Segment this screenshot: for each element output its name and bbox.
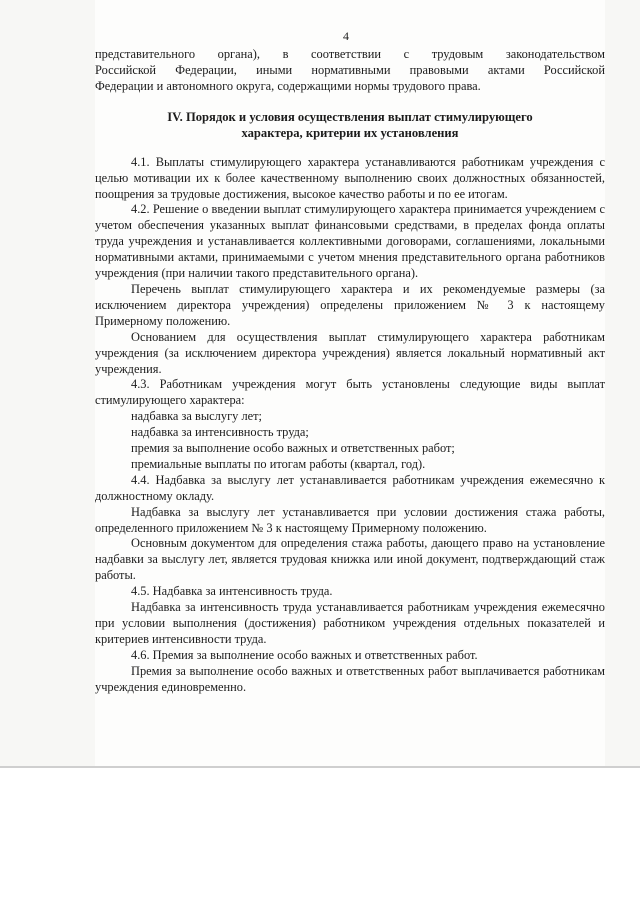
paragraph-4-3: 4.3. Работникам учреждения могут быть установлены следующие виды выплат стимулирующего характера: bbox=[95, 377, 605, 408]
document-body bbox=[95, 47, 605, 696]
section-heading-line-2: характера, критерии их установления bbox=[241, 125, 459, 140]
paragraph-premium: Премия за выполнение особо важных и ответственных работ выплачивается работникам учреждения единовременно. bbox=[95, 663, 605, 694]
paragraph-4-5: 4.5. Надбавка за интенсивность труда. bbox=[131, 584, 333, 599]
intro-line-2: Российской Федерации, иными нормативными правовыми актами Российской bbox=[95, 62, 605, 77]
list-item: премиальные выплаты по итогам работы (квартал, год). bbox=[131, 456, 426, 471]
paragraph-4-4: 4.4. Надбавка за выслугу лет устанавливается работникам учреждения ежемесячно к должностному окладу. bbox=[95, 472, 605, 503]
paragraph-basis: Основанием для осуществления выплат стимулирующего характера работникам учреждения (за исключением директора учреждения) является локальный нормативный акт учреждения. bbox=[95, 329, 605, 376]
intro-line-3: Федерации и автономного округа, содержащими нормы трудового права. bbox=[95, 78, 481, 93]
paragraph-4-1: 4.1. Выплаты стимулирующего характера устанавливаются работникам учреждения с целью мотивации их к более качественному выполнению своих должностных обязанностей, поощрения за трудовые достижения, высокое качество работы и по ее итогам. bbox=[95, 154, 605, 201]
paragraph-seniority-document: Основным документом для определения стажа работы, дающего право на установление надбавки за выслугу лет, является трудовая книжка или иной документ, подтверждающий стаж работы. bbox=[95, 536, 605, 583]
list-item: надбавка за интенсивность труда; bbox=[131, 425, 309, 440]
list-item: надбавка за выслугу лет; bbox=[131, 409, 262, 424]
paragraph-intensity-bonus: Надбавка за интенсивность труда устанавливается работникам учреждения ежемесячно при условии выполнения (достижения) работником учреждения отдельных показателей и критериев интенсивности труда. bbox=[95, 600, 605, 646]
paragraph-list-of-payments: Перечень выплат стимулирующего характера и их рекомендуемые размеры (за исключением директора учреждения) определены приложением № 3 к настоящему Примерному положению. bbox=[95, 281, 605, 328]
section-heading-line-1: IV. Порядок и условия осуществления выплат стимулирующего bbox=[167, 109, 533, 124]
paragraph-4-2: 4.2. Решение о введении выплат стимулирующего характера принимается учреждением с учетом обеспечения указанных выплат финансовыми средствами, в пределах фонда оплаты труда учреждения и устанавливается коллективными договорами, соглашениями, локальными нормативными актами, принимаемыми с учетом мнения представительного органа работников учреждения (при наличии такого представительного органа). bbox=[95, 202, 605, 281]
section-heading bbox=[95, 109, 605, 141]
paragraph-4-6: 4.6. Премия за выполнение особо важных и ответственных работ. bbox=[131, 647, 478, 662]
intro-line-1: представительного органа), в соответствии с трудовым законодательством bbox=[95, 47, 605, 61]
page-number: 4 bbox=[343, 29, 349, 43]
paragraph-seniority-condition: Надбавка за выслугу лет устанавливается при условии достижения стажа работы, определенного приложением № 3 к настоящему Примерному положению. bbox=[95, 504, 605, 535]
list-item: премия за выполнение особо важных и ответственных работ; bbox=[131, 441, 455, 456]
